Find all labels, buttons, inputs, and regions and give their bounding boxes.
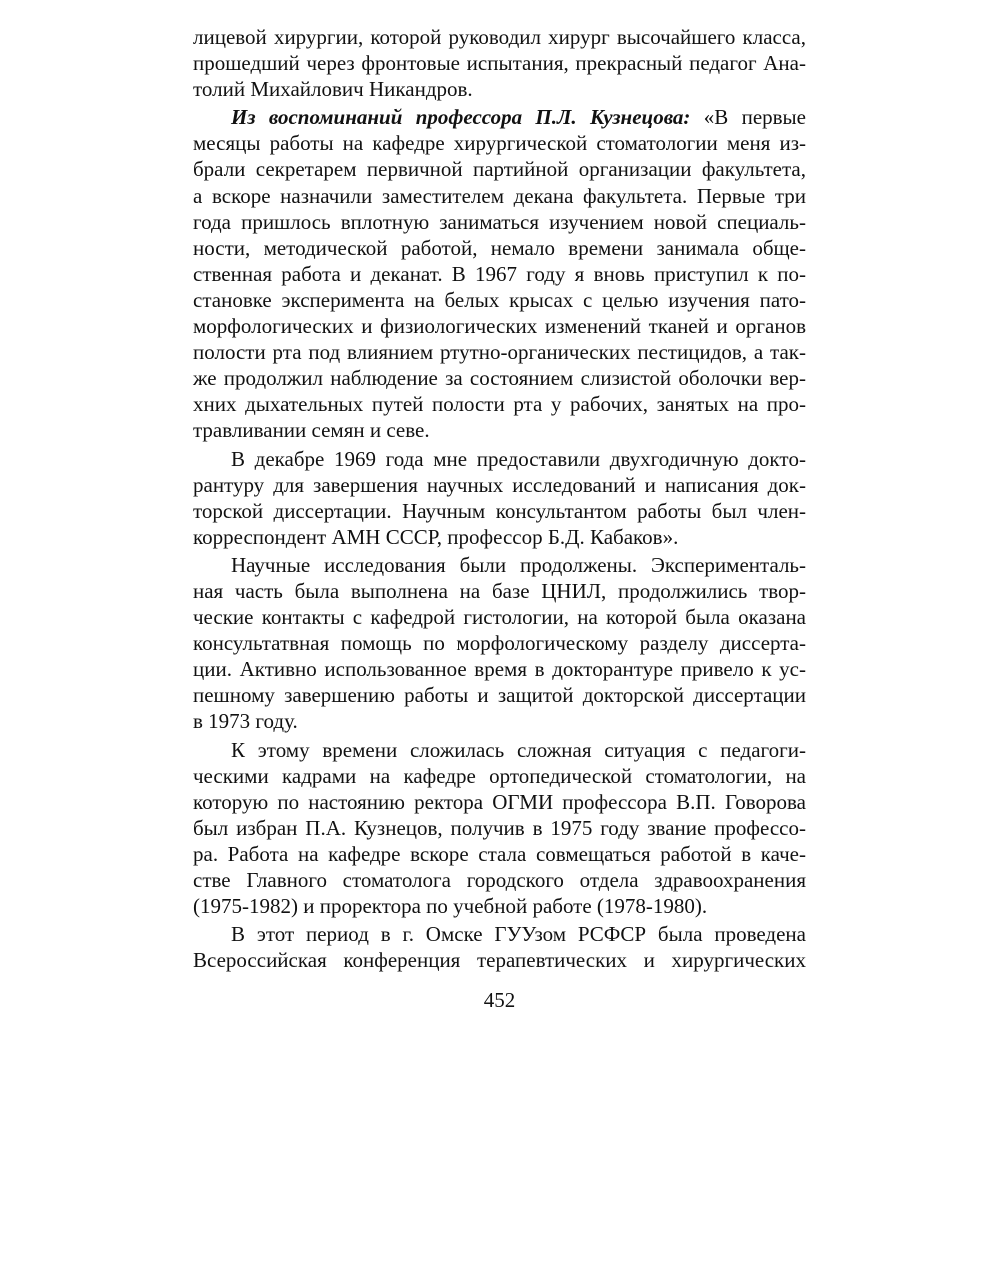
text-line: года пришлось вплотную заниматься изучением новой специаль-	[193, 209, 806, 234]
text-line: же продолжил наблюдение за состоянием слизистой оболочки вер-	[193, 366, 806, 391]
text-line: хних дыхательных путей полости рта у рабочих, занятых на про-	[193, 392, 806, 417]
text-line: которую по настоянию ректора ОГМИ профессора В.П. Говорова	[193, 789, 806, 814]
paragraph	[193, 737, 806, 920]
text-line: ная часть была выполнена на базе ЦНИЛ, продолжились твор-	[193, 578, 806, 603]
text-line: торской диссертации. Научным консультантом работы был член-	[193, 498, 806, 523]
line-rest: «В первые	[690, 105, 806, 130]
paragraph	[193, 446, 806, 550]
text-line: ственная работа и деканат. В 1967 году я вновь приступил к по-	[193, 261, 806, 286]
text-line: ческие контакты с кафедрой гистологии, на которой была оказана	[193, 605, 806, 630]
lead-emphasis: Из воспоминаний профессора П.Л. Кузнецова:	[231, 105, 691, 130]
paragraph	[193, 921, 806, 973]
text-line: месяцы работы на кафедре хирургической стоматологии меня из-	[193, 131, 806, 156]
paragraph	[193, 24, 806, 102]
text-line	[193, 104, 806, 130]
paragraph	[193, 104, 806, 443]
text-line: в 1973 году.	[193, 709, 298, 734]
page-number: 452	[483, 988, 516, 1012]
paragraph	[193, 552, 806, 735]
text-line: брали секретарем первичной партийной организации факультета,	[193, 157, 806, 182]
text-line: толий Михайлович Никандров.	[193, 77, 473, 102]
text-line: полости рта под влиянием ртутно-органических пестицидов, а так-	[193, 340, 806, 365]
text-line: становке эксперимента на белых крысах с целью изучения пато-	[193, 287, 806, 312]
body-text	[193, 24, 806, 973]
text-line: был избран П.А. Кузнецов, получив в 1975 году звание профессо-	[193, 815, 806, 840]
text-line: пешному завершению работы и защитой докторской диссертации	[193, 683, 806, 708]
text-line: Всероссийская конференция терапевтических и хирургических	[193, 948, 806, 973]
text-line: прошедший через фронтовые испытания, прекрасный педагог Ана-	[193, 51, 806, 76]
text-line: Научные исследования были продолжены. Эксперименталь-	[231, 552, 806, 577]
text-line: консультатвная помощь по морфологическому разделу диссерта-	[193, 631, 806, 656]
text-line: лицевой хирургии, которой руководил хирург высочайшего класса,	[193, 25, 806, 49]
text-line: рантуру для завершения научных исследований и написания док-	[193, 472, 806, 497]
text-line: ности, методической работой, немало времени занимала обще-	[193, 235, 806, 260]
text-line: травливании семян и севе.	[193, 418, 430, 443]
text-line: ческими кадрами на кафедре ортопедической стоматологии, на	[193, 763, 806, 788]
text-line: В этот период в г. Омске ГУУзом РСФСР была проведена	[231, 922, 806, 947]
text-line: К этому времени сложилась сложная ситуация с педагоги-	[231, 737, 806, 762]
text-line: корреспондент АМН СССР, профессор Б.Д. Кабаков».	[193, 524, 679, 549]
text-line: морфологических и физиологических изменений тканей и органов	[193, 314, 806, 339]
text-line: В декабре 1969 года мне предоставили двухгодичную доктo-	[231, 446, 806, 471]
text-line: ра. Работа на кафедре вскоре стала совмещаться работой в каче-	[193, 841, 806, 866]
text-line: ции. Активно использованное время в докторантуре привело к ус-	[193, 657, 806, 682]
text-line: (1975-1982) и проректора по учебной работе (1978-1980).	[193, 894, 708, 919]
text-line: а вскоре назначили заместителем декана факультета. Первые три	[193, 183, 806, 208]
text-line: стве Главного стоматолога городского отдела здравоохранения	[193, 868, 806, 892]
